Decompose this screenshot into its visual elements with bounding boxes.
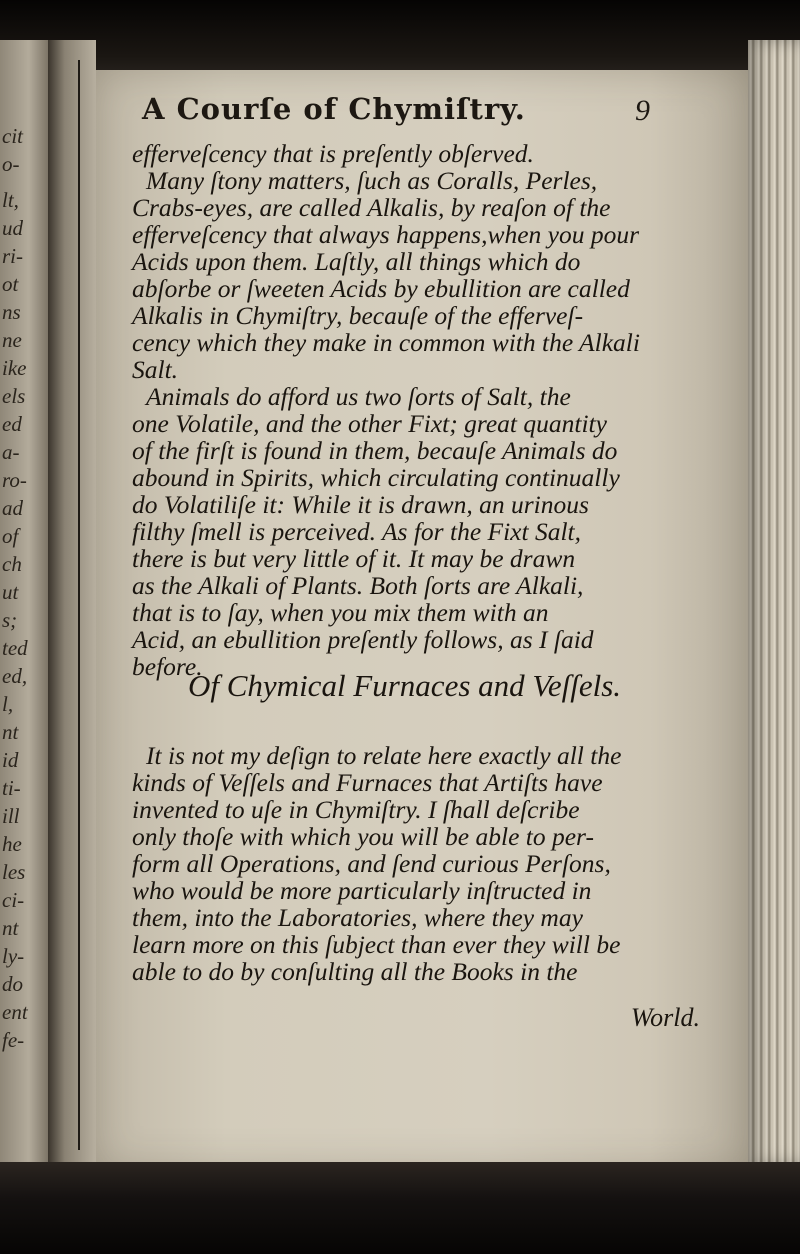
book-gutter: [48, 40, 96, 1170]
fragment: do: [2, 972, 23, 996]
scan-background-bottom: [0, 1162, 800, 1254]
fragment: ot: [2, 272, 19, 296]
text-line: abound in Spirits, which circulating continually: [132, 463, 620, 492]
fragment: nt: [2, 720, 19, 744]
fragment: ns: [2, 300, 21, 324]
running-title: A Courſe of Chymiſtry.: [142, 92, 526, 126]
text-line: before.: [132, 652, 203, 681]
text-line: who would be more particularly inſtructed in: [132, 876, 592, 905]
fragment: els: [2, 384, 26, 408]
fragment: a-: [2, 440, 20, 464]
text-line: that is to ſay, when you mix them with an: [132, 598, 549, 627]
scan-background-top: [0, 0, 800, 80]
text-line: kinds of Veſſels and Furnaces that Artiſts have: [132, 768, 603, 797]
fragment: ro-: [2, 468, 27, 492]
text-line: able to do by conſulting all the Books in the: [132, 957, 578, 986]
text-line: Many ſtony matters, ſuch as Coralls, Perles,: [146, 166, 598, 195]
fragment: id: [2, 748, 19, 772]
fragment: ch: [2, 552, 22, 576]
text-line: as the Alkali of Plants. Both ſorts are Alkali,: [132, 571, 584, 600]
fragment: ne: [2, 328, 22, 352]
fragment: o-: [2, 152, 20, 176]
text-line: Acid, an ebullition preſently follows, as I ſaid: [132, 625, 594, 654]
fragment: s;: [2, 608, 18, 632]
fragment: ike: [2, 356, 27, 380]
text-line: them, into the Laboratories, where they may: [132, 903, 583, 932]
section-heading: Of Chymical Furnaces and Veſſels.: [188, 668, 622, 703]
fragment: ly-: [2, 944, 25, 968]
fragment: ed,: [2, 664, 28, 688]
paragraph-3: [132, 742, 732, 985]
fragment: ed: [2, 412, 22, 436]
text-line: abſorbe or ſweeten Acids by ebullition are called: [132, 274, 630, 303]
text-line: only thoſe with which you will be able to per-: [132, 822, 594, 851]
text-line: one Volatile, and the other Fixt; great quantity: [132, 409, 607, 438]
text-line: Animals do afford us two ſorts of Salt, the: [146, 382, 571, 411]
fragment: fe-: [2, 1028, 25, 1052]
fragment: ti-: [2, 776, 21, 800]
text-line: efferveſcency that is preſently obſerved.: [132, 139, 534, 168]
fragment: ad: [2, 496, 23, 520]
text-line: Salt.: [132, 355, 179, 384]
text-line: invented to uſe in Chymiſtry. I ſhall deſcribe: [132, 795, 580, 824]
previous-page-edge: [0, 40, 48, 1170]
fragment: ent: [2, 1000, 28, 1024]
fragment: he: [2, 832, 22, 856]
fragment: ri-: [2, 244, 23, 268]
text-line: filthy ſmell is perceived. As for the Fixt Salt,: [132, 517, 581, 546]
text-line: learn more on this ſubject than ever they will be: [132, 930, 621, 959]
text-line: form all Operations, and ſend curious Perſons,: [132, 849, 611, 878]
text-line: efferveſcency that always happens,when you pour: [132, 220, 640, 249]
page-header: [130, 92, 650, 138]
fragment: ci-: [2, 888, 25, 912]
text-line: cency which they make in common with the Alkali: [132, 328, 640, 357]
text-line: of the firſt is found in them, becauſe Animals do: [132, 436, 618, 465]
fragment: ted: [2, 636, 28, 660]
fragment: of: [2, 524, 19, 548]
text-line: It is not my deſign to relate here exactly all the: [146, 741, 622, 770]
fragment: ud: [2, 216, 23, 240]
page-number: 9: [635, 94, 650, 127]
text-line: Crabs-eyes, are called Alkalis, by reaſon of the: [132, 193, 611, 222]
fragment: l,: [2, 692, 14, 716]
fragment: lt,: [2, 188, 19, 212]
fragment: ut: [2, 580, 19, 604]
fragment: cit: [2, 124, 23, 148]
paragraph-2: [132, 383, 732, 680]
page-stack-edge: [748, 40, 800, 1165]
text-line: there is but very little of it. It may be drawn: [132, 544, 576, 573]
fragment: ill: [2, 804, 20, 828]
text-line: Alkalis in Chymiſtry, becauſe of the efferveſ-: [132, 301, 584, 330]
fragment: nt: [2, 916, 19, 940]
text-line: Acids upon them. Laſtly, all things which do: [132, 247, 581, 276]
text-line: do Volatiliſe it: While it is drawn, an urinous: [132, 490, 589, 519]
fragment: les: [2, 860, 26, 884]
catchword: World.: [630, 1003, 700, 1032]
paragraph-1: [132, 140, 732, 383]
